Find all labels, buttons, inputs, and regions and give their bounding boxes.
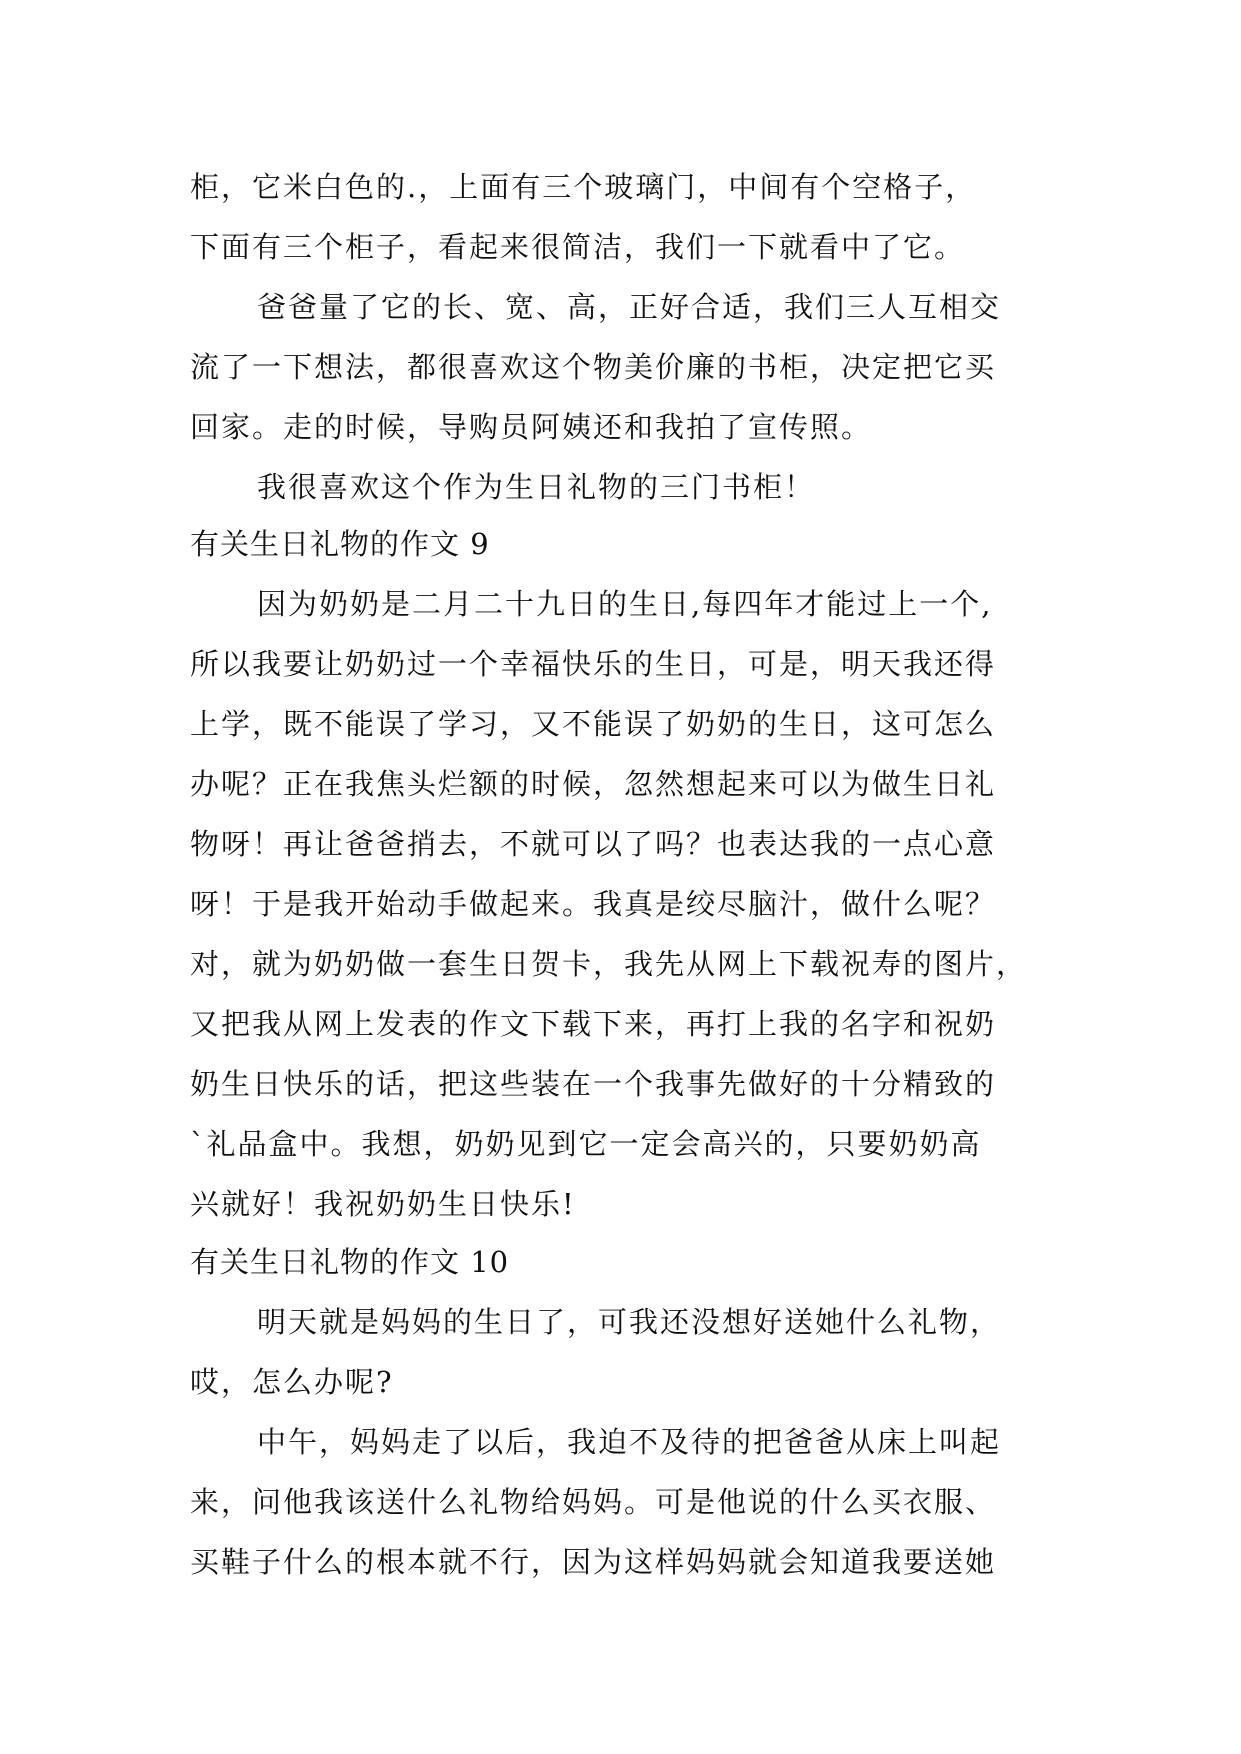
text-line: 哎，怎么办呢?: [190, 1365, 394, 1399]
text-line: 下面有三个柜子，看起来很简洁，我们一下就看中了它。: [190, 230, 966, 264]
text-line: 流了一下想法，都很喜欢这个物美价廉的书柜，决定把它买: [190, 350, 997, 384]
paragraph-start: 明天就是妈妈的生日了，可我还没想好送她什么礼物，: [257, 1305, 1002, 1339]
text-line: `礼品盒中。我想，奶奶见到它一定会高兴的，只要奶奶高: [190, 1127, 982, 1161]
text-line: 来，问他我该送什么礼物给妈妈。可是他说的什么买衣服、: [190, 1485, 997, 1519]
paragraph-start: 因为奶奶是二月二十九日的生日,每四年才能过上一个,: [257, 587, 993, 621]
paragraph-start: 我很喜欢这个作为生日礼物的三门书柜！: [257, 470, 816, 504]
text-line: 上学，既不能误了学习，又不能误了奶奶的生日，这可怎么: [190, 707, 997, 741]
text-line: 回家。走的时候，导购员阿姨还和我拍了宣传照。: [190, 410, 873, 444]
text-line: 柜，它米白色的.，上面有三个玻璃门，中间有个空格子，: [190, 170, 977, 204]
text-line: 对，就为奶奶做一套生日贺卡，我先从网上下载祝寿的图片，: [190, 947, 1028, 981]
text-line: 奶生日快乐的话，把这些装在一个我事先做好的十分精致的: [190, 1067, 997, 1101]
text-line: 办呢？正在我焦头烂额的时候，忽然想起来可以为做生日礼: [190, 767, 997, 801]
text-line: 呀！于是我开始动手做起来。我真是绞尽脑汁，做什么呢？: [190, 887, 997, 921]
section-heading: 有关生日礼物的作文 9: [190, 527, 490, 561]
text-line: 买鞋子什么的根本就不行，因为这样妈妈就会知道我要送她: [190, 1545, 997, 1579]
section-heading: 有关生日礼物的作文 10: [190, 1245, 510, 1279]
text-line: 物呀！再让爸爸捎去，不就可以了吗？也表达我的一点心意: [190, 827, 997, 861]
paragraph-start: 爸爸量了它的长、宽、高，正好合适，我们三人互相交: [257, 290, 1002, 324]
text-line: 所以我要让奶奶过一个幸福快乐的生日，可是，明天我还得: [190, 647, 997, 681]
text-line: 兴就好！我祝奶奶生日快乐!: [190, 1187, 576, 1221]
text-line: 又把我从网上发表的作文下载下来，再打上我的名字和祝奶: [190, 1007, 997, 1041]
paragraph-start: 中午，妈妈走了以后，我迫不及待的把爸爸从床上叫起: [257, 1425, 1002, 1459]
